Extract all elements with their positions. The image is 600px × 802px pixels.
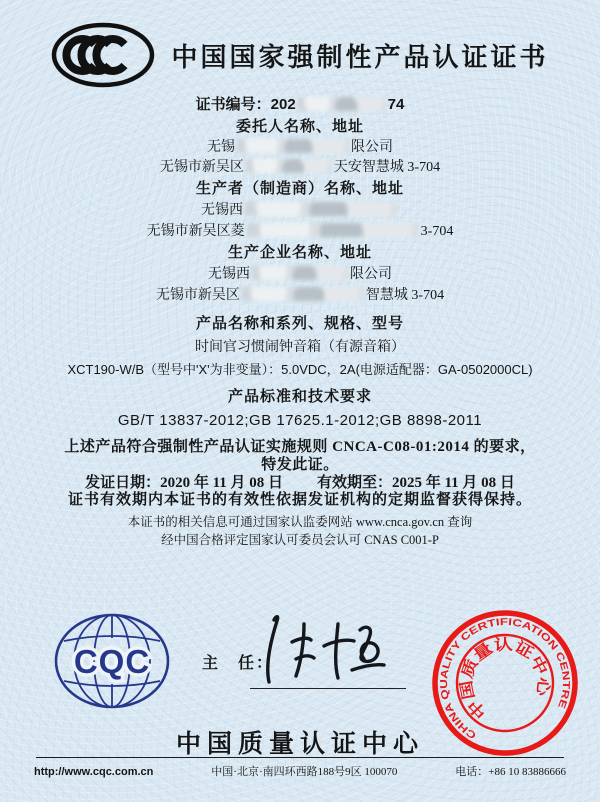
factory-name-prefix: 无锡西: [208, 267, 250, 282]
certificate-header: [0, 0, 600, 88]
footer: [34, 763, 566, 779]
manufacturer-address-suffix: 3-704: [420, 224, 454, 239]
note-cnas: 经中国合格评定国家认可委员会认可 CNAS C001-P: [161, 533, 439, 547]
seal-outer-text: CHINA QUALITY CERTIFICATION CENTRE: [438, 616, 572, 741]
certificate-number-prefix: 202: [270, 96, 296, 113]
director-signature: [252, 612, 412, 692]
standards-heading: 产品标准和技术要求: [227, 389, 372, 405]
validity-dates: [0, 474, 600, 492]
applicant-address-prefix: 无锡市新吴区: [159, 160, 244, 175]
redaction-blur: [237, 139, 349, 153]
factory-heading: 生产企业名称、地址: [227, 245, 372, 261]
conformity-statement-line1: 上述产品符合强制性产品认证实施规则 CNCA-C08-01:2014 的要求，: [64, 439, 536, 455]
factory-address-prefix: 无锡市新吴区: [155, 288, 240, 303]
redaction-blur: [245, 202, 397, 216]
cqc-globe-logo: [52, 610, 172, 712]
manufacturer-heading: 生产者（制造商）名称、地址: [195, 181, 404, 197]
footer-phone: 电话：+86 10 83886666: [455, 766, 566, 778]
applicant-address: [0, 158, 600, 178]
seal-inner-text: 中国质量认证中心: [458, 636, 552, 722]
factory-address: [0, 286, 600, 306]
product-name: 时间官习惯闹钟音箱（有源音箱）: [195, 340, 405, 355]
manufacturer-address-prefix: 无锡市新吴区菱: [146, 224, 245, 239]
footer-address: 中国·北京·南四环西路188号9区 100070: [211, 766, 398, 778]
manufacturer-name: [0, 200, 600, 222]
redaction-blur: [252, 266, 348, 280]
director-label: 主 任：: [202, 655, 275, 672]
footer-website: http://www.cqc.com.cn: [34, 766, 154, 778]
applicant-name-suffix: 限公司: [351, 140, 393, 155]
factory-name: [0, 264, 600, 286]
product-spec: XCT190-W/B（型号中'X'为非变量）：5.0VDC，2A(电源适配器：GA-0502000CL): [67, 362, 533, 377]
redaction-blur: [246, 159, 332, 173]
redaction-blur: [247, 223, 419, 237]
conformity-statement-line2: 特发此证。: [261, 457, 339, 473]
certificate-number: [0, 94, 600, 116]
expiry-date: 有效期至：2025 年 11 月 08 日: [317, 475, 515, 491]
applicant-heading: 委托人名称、地址: [235, 119, 364, 135]
page-title: 中国国家强制性产品认证证书: [171, 41, 549, 72]
factory-address-suffix: 智慧城 3-704: [365, 288, 445, 303]
applicant-address-suffix: 天安智慧城 3-704: [333, 160, 441, 175]
ccc-mark-icon: [51, 22, 155, 88]
organization-name: 中国质量认证中心: [175, 730, 424, 758]
factory-name-suffix: 限公司: [350, 267, 392, 282]
cqc-logo-letters: CQC: [73, 643, 151, 680]
footer-divider: [36, 757, 564, 758]
applicant-name: [0, 138, 600, 158]
certificate-body: [0, 94, 600, 549]
certificate-number-suffix: 74: [387, 96, 405, 113]
certificate-number-label: 证书编号：: [195, 96, 271, 113]
redaction-blur: [242, 287, 364, 301]
manufacturer-address: [0, 222, 600, 242]
applicant-name-prefix: 无锡: [207, 140, 235, 155]
manufacturer-name-prefix: 无锡西: [201, 203, 243, 218]
maintenance-statement: 证书有效期内本证书的有效性依据发证机构的定期监督获得保持。: [67, 492, 532, 508]
product-heading: 产品名称和系列、规格、型号: [195, 316, 404, 332]
redaction-blur: [298, 97, 386, 111]
standards-value: GB/T 13837-2012;GB 17625.1-2012;GB 8898-2011: [117, 412, 483, 429]
signature-underline: [250, 688, 406, 689]
issue-date: 发证日期：2020 年 11 月 08 日: [85, 475, 283, 491]
note-cnca: 本证书的相关信息可通过国家认监委网站 www.cnca.gov.cn 查询: [127, 515, 473, 529]
